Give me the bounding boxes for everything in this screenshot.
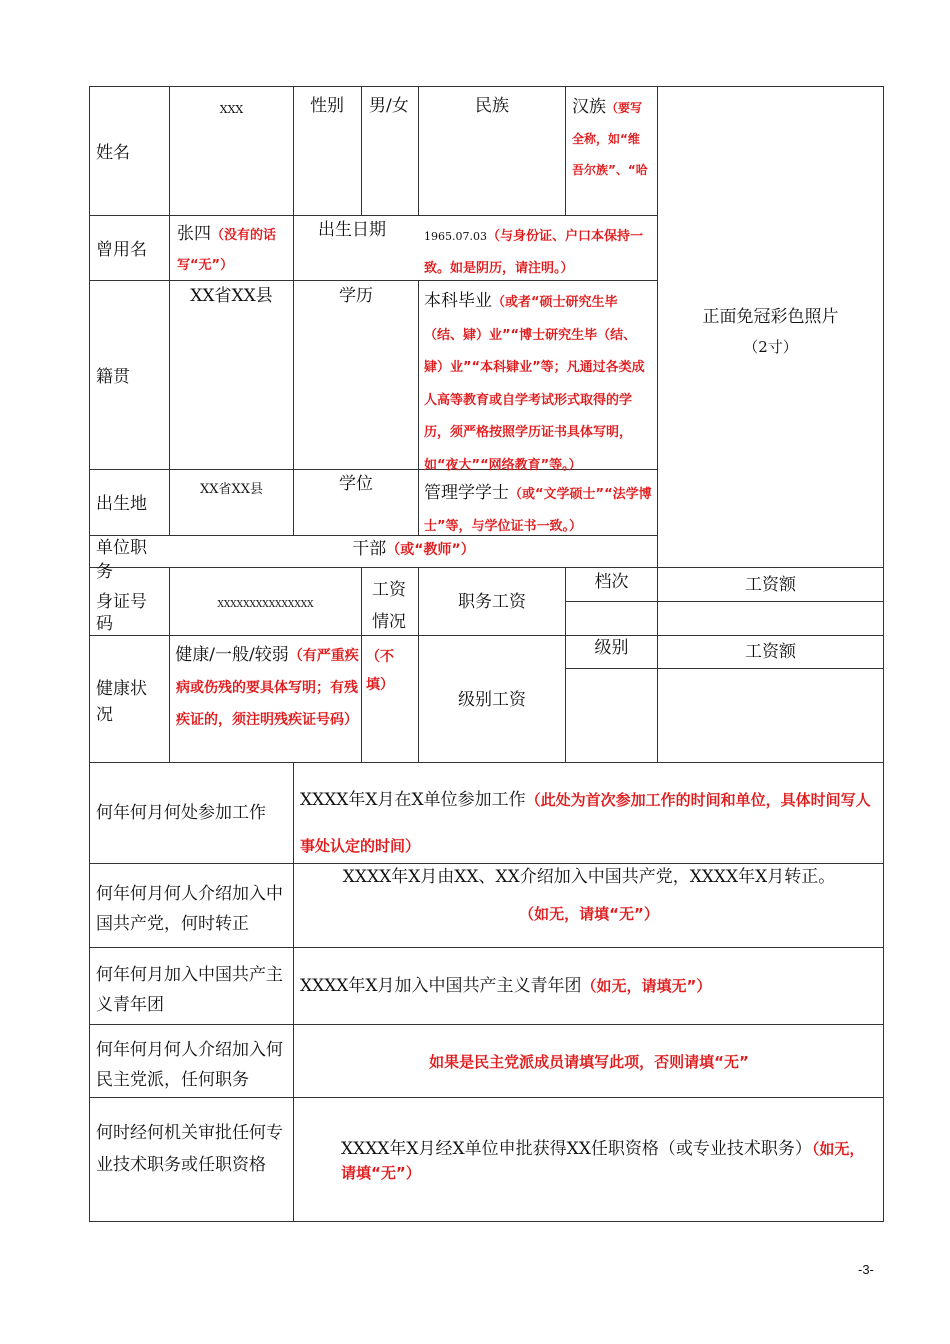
position-value: 干部 xyxy=(352,539,387,559)
row-divider xyxy=(89,567,884,568)
row-divider xyxy=(89,1024,884,1025)
native-place-value: XX省XX县 xyxy=(190,286,273,306)
col-divider xyxy=(418,280,419,535)
ethnicity-note: （要写全称，如“维吾尔族”、“哈 xyxy=(572,101,648,177)
row-divider xyxy=(565,668,884,669)
row-divider xyxy=(89,762,884,763)
democratic-note: 如果是民主党派成员请填写此项，否则请填“无” xyxy=(429,1053,749,1071)
degree-note: （或“文学硕士”“法学博士”等，与学位证书一致。） xyxy=(424,487,652,534)
amount-label-2: 工资额 xyxy=(745,642,796,662)
name-value: XXX xyxy=(219,103,244,116)
work-label: 何年何月何处参加工作 xyxy=(96,803,266,823)
page-number: -3- xyxy=(858,1262,874,1277)
work-value: XXXX年X月在X单位参加工作 xyxy=(300,790,526,810)
work-note: （此处为首次参加工作的时间和单位，具体时间写人事处认定的时间） xyxy=(300,791,871,855)
table-border-left xyxy=(89,86,90,1222)
position-label: 单位职务 xyxy=(96,538,147,582)
col-divider xyxy=(293,762,294,1222)
photo-placeholder xyxy=(658,302,883,362)
former-name-cell xyxy=(177,220,289,280)
col-divider xyxy=(361,567,362,763)
native-place-label: 籍贯 xyxy=(96,367,130,387)
education-note: （或者“硕士研究生毕（结、肄）业”“博士研究生毕（结、肄）业”“本科肄业”等；凡通过各类成人高等教育或自学考试形式取得的学历，须严格按照学历证书具体写明，如“夜大”“网络教育”等。） xyxy=(424,295,645,473)
party-label: 何年何月何人介绍加入中国共产党，何时转正 xyxy=(96,884,283,934)
row-divider xyxy=(89,635,884,636)
position-note: （或“教师”） xyxy=(386,542,475,558)
education-cell xyxy=(424,286,652,481)
amount-label-1: 工资额 xyxy=(745,575,796,595)
level-salary-label: 级别工资 xyxy=(458,690,526,710)
salary-note: （不填） xyxy=(366,649,394,693)
photo-label: 正面免冠彩色照片 xyxy=(702,307,839,327)
level-label: 级别 xyxy=(594,638,629,658)
salary-label: 工资情况 xyxy=(372,580,406,632)
job-salary-label: 职务工资 xyxy=(458,592,526,612)
education-label: 学历 xyxy=(339,286,373,306)
photo-size: （2寸） xyxy=(743,338,798,356)
id-label: 身证号码 xyxy=(96,592,147,634)
ethnicity-value: 汉族 xyxy=(572,97,606,117)
gender-label: 性别 xyxy=(310,96,344,116)
health-cell xyxy=(174,640,360,736)
education-value: 本科毕业 xyxy=(424,291,492,311)
col-divider xyxy=(361,86,362,215)
row-divider xyxy=(89,215,657,216)
table-border-top xyxy=(89,86,884,87)
former-name-value: 张四 xyxy=(177,224,211,244)
ethnicity-label: 民族 xyxy=(475,96,509,116)
degree-cell xyxy=(424,478,652,542)
league-cell xyxy=(300,974,875,998)
party-note: （如无，请填“无”） xyxy=(519,905,659,923)
birthplace-value: XX省XX县 xyxy=(199,482,264,497)
title-label: 何时经何机关审批任何专业技术职务或任职资格 xyxy=(96,1123,283,1175)
title-cell xyxy=(341,1137,876,1185)
degree-label: 学位 xyxy=(339,474,373,494)
degree-value: 管理学学士 xyxy=(424,483,509,503)
league-value: XXXX年X月加入中国共产主义青年团 xyxy=(300,976,582,996)
birth-date-note: （与身份证、户口本保持一致。如是阴历，请注明。） xyxy=(424,229,643,276)
league-label: 何年何月加入中国共产主义青年团 xyxy=(96,965,283,1015)
health-label: 健康状况 xyxy=(96,679,147,725)
party-value: XXXX年X月由XX、XX介绍加入中国共产党，XXXX年X月转正。 xyxy=(342,867,836,887)
title-value: XXXX年X月经X单位申批获得XX任职资格（或专业技术职务） xyxy=(341,1139,812,1159)
position-cell xyxy=(170,537,657,562)
democratic-label: 何年何月何人介绍加入何民主党派，任何职务 xyxy=(96,1040,283,1090)
table-border-bottom xyxy=(89,1221,884,1222)
col-divider xyxy=(293,86,294,535)
birth-date-value: 1965.07.03 xyxy=(424,230,487,243)
gender-value: 男/女 xyxy=(369,96,409,116)
row-divider xyxy=(89,947,884,948)
work-cell xyxy=(300,777,875,869)
ethnicity-cell xyxy=(572,92,650,185)
former-name-note: （没有的话写“无”） xyxy=(177,228,277,273)
health-value: 健康/一般/较弱 xyxy=(175,645,289,665)
col-divider xyxy=(169,86,170,535)
birth-date-cell xyxy=(424,220,652,284)
title-note: （如无，请填“无”） xyxy=(341,1140,865,1182)
birthplace-label: 出生地 xyxy=(96,494,147,514)
health-note: （有严重疾病或伤残的要具体写明；有残疾证的，须注明残疾证号码） xyxy=(176,648,359,728)
row-divider xyxy=(89,1097,884,1098)
former-name-label: 曾用名 xyxy=(96,240,147,260)
row-divider xyxy=(565,601,884,602)
birth-date-label: 出生日期 xyxy=(318,220,386,240)
grade-label: 档次 xyxy=(594,572,629,592)
name-label: 姓名 xyxy=(96,143,130,163)
league-note: （如无，请填无”） xyxy=(581,977,712,995)
id-value: XXXXXXXXXXXXXXX xyxy=(217,600,314,610)
